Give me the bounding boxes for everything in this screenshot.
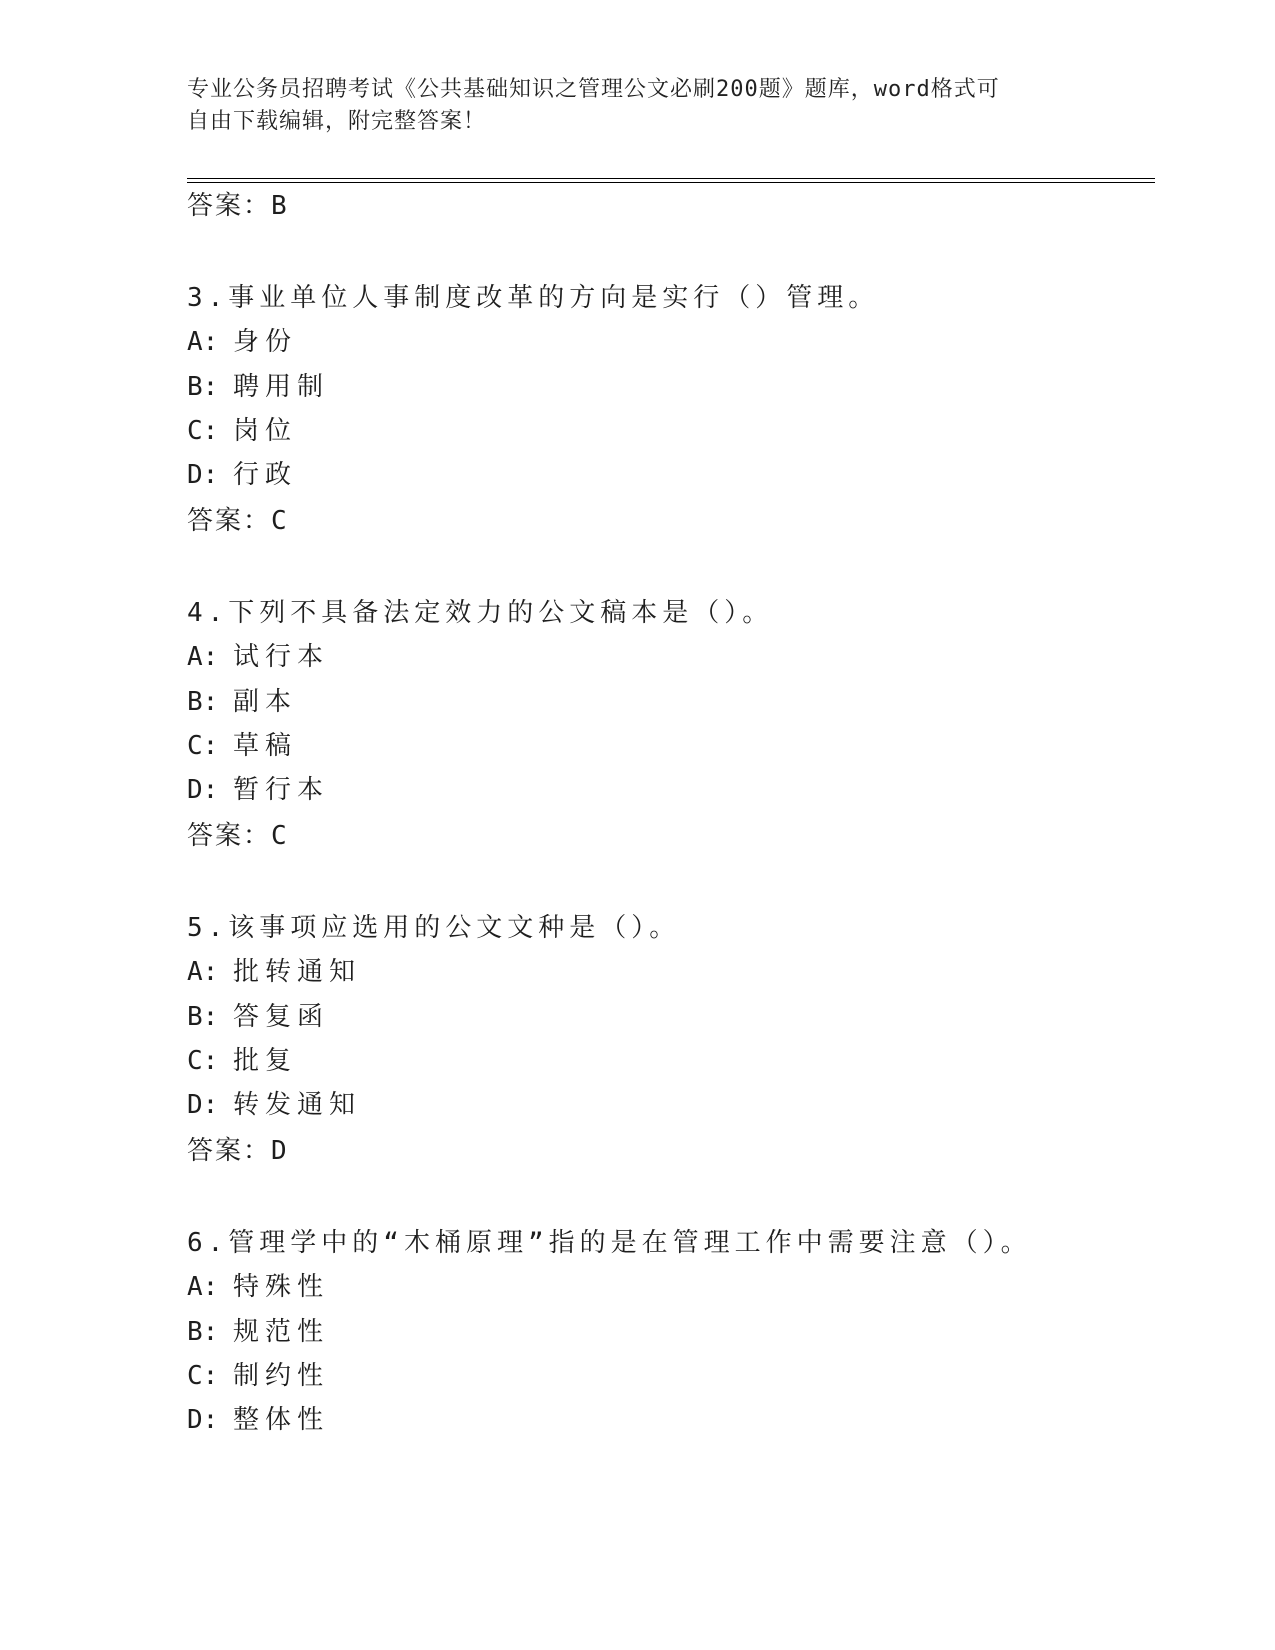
option-text: 副本 xyxy=(233,687,298,717)
header-divider-bottom xyxy=(187,182,1155,183)
option-text: 暂行本 xyxy=(233,775,330,805)
question-5: 5.该事项应选用的公文文种是（）。 xyxy=(187,913,681,943)
question-6-option-b xyxy=(187,1316,329,1348)
question-4-option-c xyxy=(187,730,297,762)
option-text: 规范性 xyxy=(233,1317,330,1347)
option-text: 批复 xyxy=(233,1046,298,1076)
option-text: 试行本 xyxy=(233,642,330,672)
question-5-answer xyxy=(187,1135,289,1167)
option-text: 制约性 xyxy=(233,1361,330,1391)
answer-value: D xyxy=(271,1136,289,1166)
option-key: A: xyxy=(187,957,219,987)
question-6-option-c xyxy=(187,1360,329,1392)
option-text: 岗位 xyxy=(233,416,298,446)
option-text: 身份 xyxy=(233,327,298,357)
answer-line xyxy=(187,190,289,222)
option-key: C: xyxy=(187,416,219,446)
question-4-answer xyxy=(187,820,289,852)
question-6-option-d xyxy=(187,1404,329,1436)
answer-label: 答案： xyxy=(187,191,272,221)
question-5-option-d xyxy=(187,1089,361,1121)
option-key: A: xyxy=(187,327,219,357)
question-6-option-a xyxy=(187,1271,329,1303)
answer-value: C xyxy=(271,821,289,851)
header-line-1: 专业公务员招聘考试《公共基础知识之管理公文必刷200题》题库，word格式可 xyxy=(187,77,1000,102)
answer-value: B xyxy=(271,191,289,221)
option-text: 行政 xyxy=(233,460,298,490)
header-divider-top xyxy=(187,178,1155,179)
option-key: C: xyxy=(187,1046,219,1076)
answer-label: 答案： xyxy=(187,506,272,536)
question-5-option-c xyxy=(187,1045,297,1077)
option-key: B: xyxy=(187,1317,219,1347)
question-5-option-a xyxy=(187,956,361,988)
question-6: 6.管理学中的“木桶原理”指的是在管理工作中需要注意（）。 xyxy=(187,1228,1032,1258)
option-key: D: xyxy=(187,775,219,805)
question-3-answer xyxy=(187,505,289,537)
option-text: 特殊性 xyxy=(233,1272,330,1302)
question-5-option-b xyxy=(187,1001,329,1033)
option-key: D: xyxy=(187,1405,219,1435)
option-key: C: xyxy=(187,731,219,761)
option-key: B: xyxy=(187,1002,219,1032)
question-4-option-a xyxy=(187,641,329,673)
option-key: A: xyxy=(187,642,219,672)
option-text: 批转通知 xyxy=(233,957,362,987)
option-key: A: xyxy=(187,1272,219,1302)
header-line-2: 自由下载编辑，附完整答案！ xyxy=(187,109,487,134)
question-4: 4.下列不具备法定效力的公文稿本是（）。 xyxy=(187,598,774,628)
answer-label: 答案： xyxy=(187,821,272,851)
option-key: B: xyxy=(187,372,219,402)
option-text: 整体性 xyxy=(233,1405,330,1435)
option-text: 转发通知 xyxy=(233,1090,362,1120)
question-3-option-b xyxy=(187,371,329,403)
option-text: 答复函 xyxy=(233,1002,330,1032)
option-key: D: xyxy=(187,460,219,490)
question-3-option-a xyxy=(187,326,297,358)
answer-value: C xyxy=(271,506,289,536)
option-key: C: xyxy=(187,1361,219,1391)
question-3: 3.事业单位人事制度改革的方向是实行（）管理。 xyxy=(187,283,880,313)
question-4-option-d xyxy=(187,774,329,806)
question-3-option-c xyxy=(187,415,297,447)
option-key: D: xyxy=(187,1090,219,1120)
answer-label: 答案： xyxy=(187,1136,272,1166)
option-text: 草稿 xyxy=(233,731,298,761)
document-header xyxy=(187,74,1087,138)
option-key: B: xyxy=(187,687,219,717)
question-4-option-b xyxy=(187,686,297,718)
option-text: 聘用制 xyxy=(233,372,330,402)
question-3-option-d xyxy=(187,459,297,491)
